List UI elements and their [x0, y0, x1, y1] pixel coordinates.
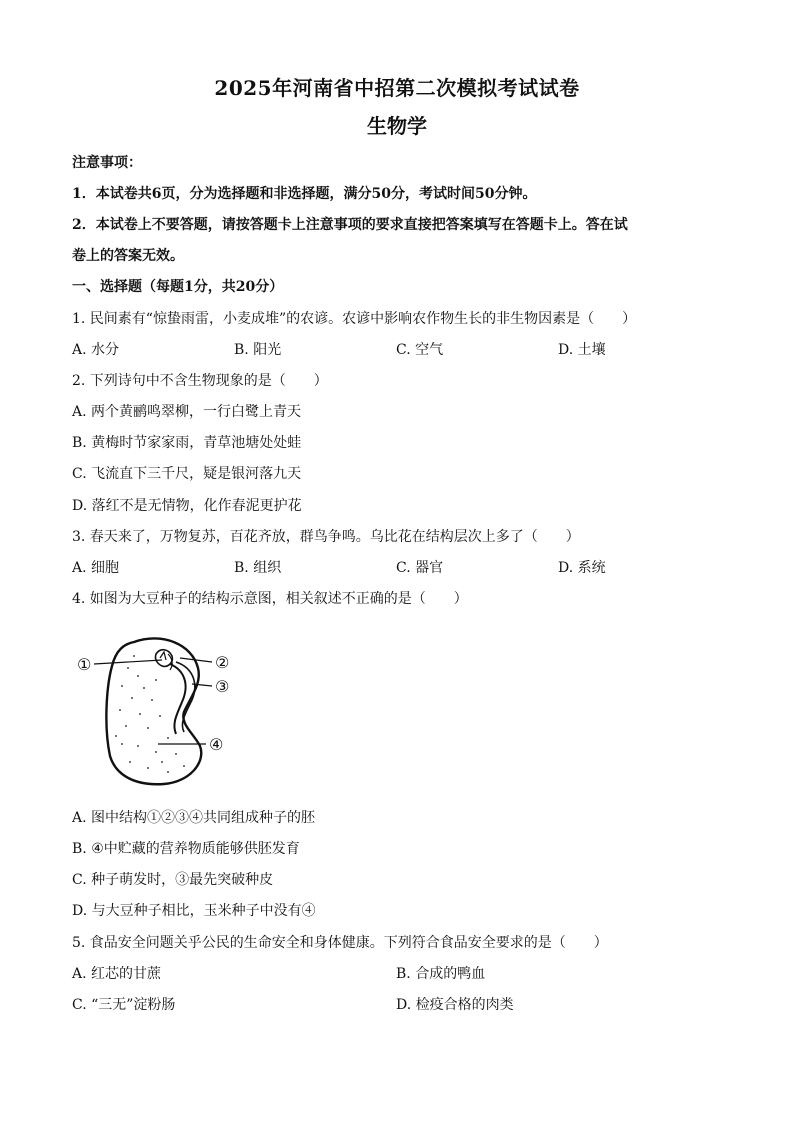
question-5-option-a: A. 红芯的甘蔗 [72, 966, 162, 982]
exam-title: 2025年河南省中招第二次模拟考试试卷 [214, 76, 580, 100]
question-5-stem: 5. 食品安全问题关乎公民的生命安全和身体健康。下列符合食品安全要求的是（ ） [72, 935, 608, 951]
section-heading: 一、选择题（每题1分，共20分） [72, 279, 284, 295]
question-5-option-d: D. 检疫合格的肉类 [396, 997, 514, 1013]
question-3-option-b: B. 组织 [234, 560, 282, 576]
label-4: ④ [209, 735, 224, 754]
label-3: ③ [215, 677, 230, 696]
question-3-stem: 3. 春天来了，万物复苏，百花齐放，群鸟争鸣。乌比花在结构层次上多了（ ） [72, 529, 580, 545]
question-1-stem: 1. 民间素有“惊蛰雨雷，小麦成堆”的农谚。农谚中影响农作物生长的非生物因素是（ ） [72, 311, 637, 327]
label-1: ① [77, 655, 92, 674]
question-4-option-b: B. ④中贮藏的营养物质能够供胚发育 [72, 841, 300, 857]
notes-item-2-cont: 卷上的答案无效。 [72, 248, 184, 264]
notes-heading: 注意事项： [72, 155, 142, 171]
question-1-option-d: D. 土壤 [558, 342, 606, 358]
question-2-option-d: D. 落红不是无情物，化作春泥更护花 [72, 498, 302, 514]
question-1-option-a: A. 水分 [72, 342, 120, 358]
question-2-option-c: C. 飞流直下三千尺，疑是银河落九天 [72, 466, 302, 482]
question-1-option-b: B. 阳光 [234, 342, 282, 358]
notes-item-1: 1．本试卷共6页，分为选择题和非选择题，满分50分，考试时间50分钟。 [72, 186, 537, 202]
question-3-option-d: D. 系统 [558, 560, 606, 576]
question-1-option-c: C. 空气 [396, 342, 444, 358]
question-5-option-b: B. 合成的鸭血 [396, 966, 486, 982]
question-4-option-a: A. 图中结构①②③④共同组成种子的胚 [72, 810, 316, 826]
question-4-stem: 4. 如图为大豆种子的结构示意图，相关叙述不正确的是（ ） [72, 591, 468, 607]
question-5-option-c: C. “三无”淀粉肠 [72, 997, 176, 1013]
question-2-option-b: B. 黄梅时节家家雨，青草池塘处处蛙 [72, 435, 302, 451]
soybean-seed-diagram [72, 628, 252, 793]
exam-subject: 生物学 [367, 114, 427, 138]
label-2: ② [215, 653, 230, 672]
question-2-option-a: A. 两个黄鹂鸣翠柳，一行白鹭上青天 [72, 404, 302, 420]
question-2-stem: 2. 下列诗句中不含生物现象的是（ ） [72, 373, 328, 389]
question-4-option-c: C. 种子萌发时，③最先突破种皮 [72, 872, 274, 888]
question-3-option-c: C. 器官 [396, 560, 444, 576]
question-3-option-a: A. 细胞 [72, 560, 120, 576]
question-4-option-d: D. 与大豆种子相比，玉米种子中没有④ [72, 903, 316, 919]
notes-item-2: 2．本试卷上不要答题，请按答题卡上注意事项的要求直接把答案填写在答题卡上。答在试 [72, 217, 628, 233]
